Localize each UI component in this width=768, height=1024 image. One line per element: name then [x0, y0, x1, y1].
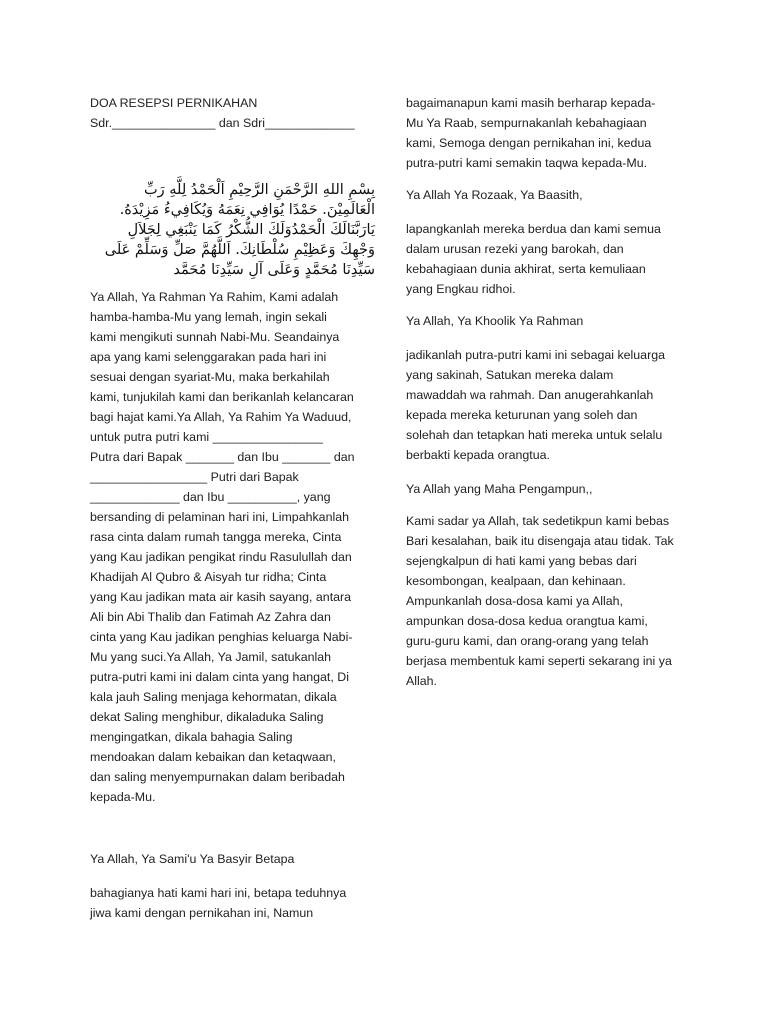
document-title: DOA RESEPSI PERNIKAHAN [90, 96, 258, 110]
arabic-opening-prayer: بِسْمِ اللهِ الرَّحْمَنِ الرَّحِيْمِ اَلْحَمْدُ لِلَّهِ رَبِّ الْعَالَمِيْنَ. حَمْدًا يُوَافِي نِعَمَهُ وَيُكَافِيءُ مَزِيْدَهُ. يَارَبَّنَالَكَ الْحَمْدُوَلَكَ الشُّكْرُ كَمَا يَنْبَغِي لِجَلاَلِ وَجْهِكَ وَعَظِيْمِ سُلْطَانِكَ. اَللَّهُمَّ صَلِّ وَسَلِّمْ عَلَى سَيِّدِنَا مُحَمَّدٍ وَعَلَى آلِ سَيِّدِنَا مُحَمَّد [104, 182, 375, 278]
heading-rozaak-baasith: Ya Allah Ya Rozaak, Ya Baasith, [406, 188, 583, 202]
names-blank-line: Sdr._______________ dan Sdri_____________ [90, 116, 355, 130]
prayer-paragraph-4: lapangkanlah mereka berdua dan kami semua dalam urusan rezeki yang barokah, dan kebahagiaan dunia akhirat, serta kemuliaan yang Engkau ridhoi. [406, 222, 661, 296]
prayer-paragraph-5: jadikanlah putra-putri kami ini sebagai keluarga yang sakinah, Satukan mereka dalam mawaddah wa rahmah. Dan anugerahkanlah kepada mereka keturunan yang soleh dan solehah dan tetapkan hati mereka untuk selalu berbakti kepada orangtua. [406, 348, 665, 462]
heading-sami-basyir: Ya Allah, Ya Sami'u Ya Basyir Betapa [90, 852, 295, 866]
prayer-paragraph-3: bagaimanapun kami masih berharap kepada- Mu Ya Raab, sempurnakanlah kebahagiaan kami, Semoga dengan pernikahan ini, kedua putra-putri kami semakin taqwa kepada-Mu. [406, 96, 656, 170]
prayer-paragraph-2: bahagianya hati kami hari ini, betapa teduhnya jiwa kami dengan pernikahan ini, Namun [90, 886, 347, 920]
prayer-paragraph-1: Ya Allah, Ya Rahman Ya Rahim, Kami adalah hamba-hamba-Mu yang lemah, ingin sekali kami mengikuti sunnah Nabi-Mu. Seandainya apa yang kami selenggarakan pada hari ini sesuai dengan syariat-Mu, maka berkahilah kami, tunjukilah kami dan berikanlah kelancaran bagi hajat kami.Ya Allah, Ya Rahim Ya Waduud, untuk putra putri kami ________________ Putra dari Bapak _______ dan Ibu _______ dan _________________ Putri dari Bapak _____________ dan Ibu __________, yang bersanding di pelaminan hari ini, Limpahkanlah rasa cinta dalam rumah tangga mereka, Cinta yang Kau jadikan pengikat rindu Rasulullah dan Khadijah Al Qubro & Aisyah tur ridha; Cinta yang Kau jadikan mata air kasih sayang, antara Ali bin Abi Thalib dan Fatimah Az Zahra dan cinta yang Kau jadikan penghias keluarga Nabi- Mu yang suci.Ya Allah, Ya Jamil, satukanlah putra-putri kami ini dalam cinta yang hangat, Di kala jauh Saling menjaga kehormatan, dikala dekat Saling menghibur, dikaladuka Saling mengingatkan, dikala bahagia Saling mendoakan dalam kebaikan dan ketaqwaan, dan saling menyempurnakan dalam beribadah kepada-Mu. [90, 290, 355, 804]
heading-khoolik-rahman: Ya Allah, Ya Khoolik Ya Rahman [406, 314, 584, 328]
prayer-paragraph-6: Kami sadar ya Allah, tak sedetikpun kami bebas Bari kesalahan, baik itu disengaja atau tidak. Tak sejengkalpun di hati kami yang bebas dari kesombongan, kealpaan, dan kehinaan. Ampunkanlah dosa-dosa kami ya Allah, ampunkan dosa-dosa kedua orangtua kami, guru-guru kami, dan orang-orang yang telah berjasa membentuk kami seperti sekarang ini ya Allah. [406, 514, 674, 688]
heading-maha-pengampun: Ya Allah yang Maha Pengampun,, [406, 482, 593, 496]
